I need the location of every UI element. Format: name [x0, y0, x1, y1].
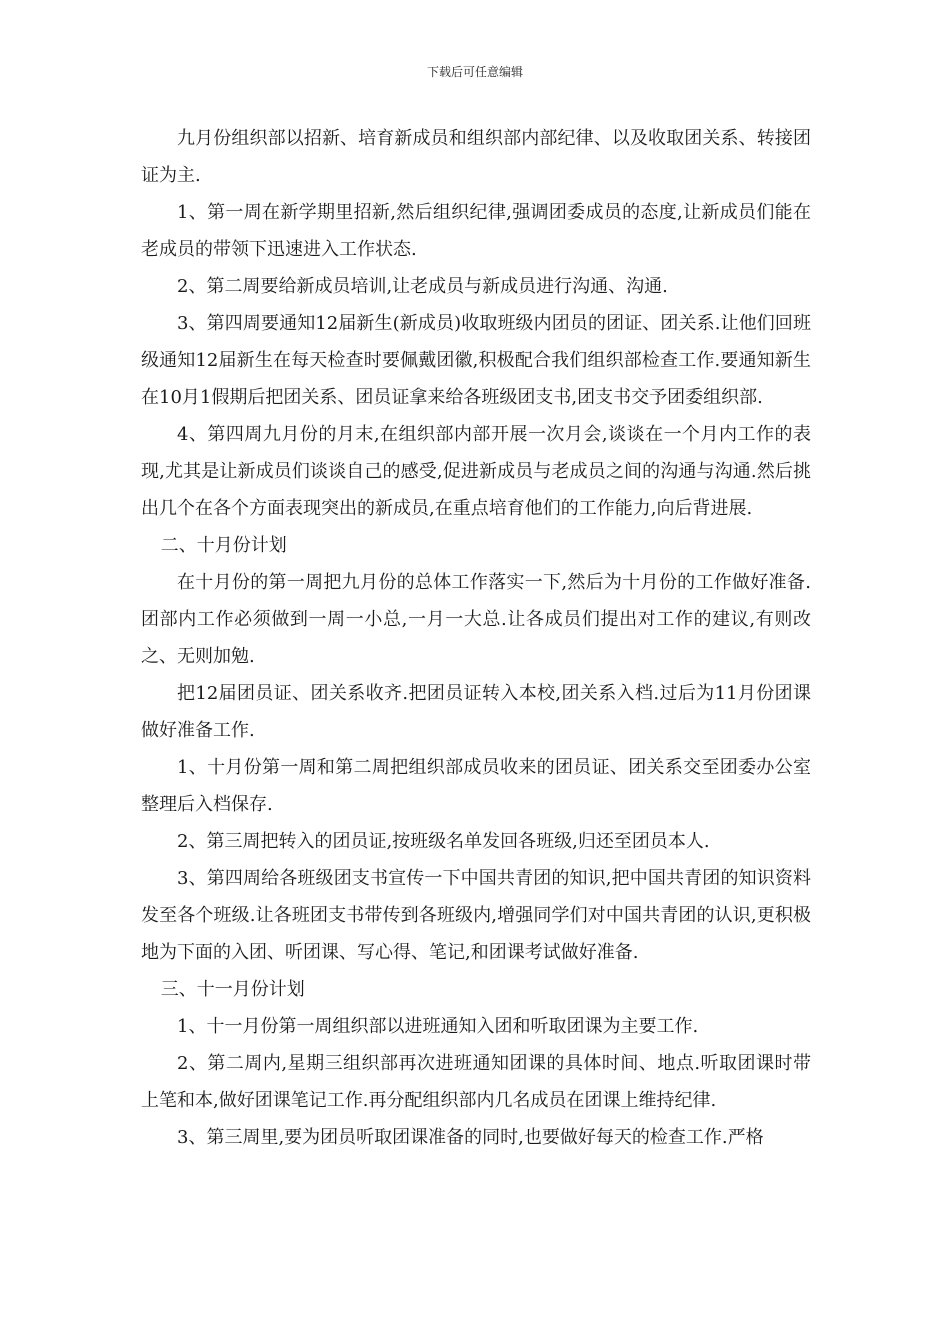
section-heading: 二、十月份计划 [160, 535, 287, 556]
paragraph: 3、第四周要通知12届新生(新成员)收取班级内团员的团证、团关系.让他们回班级通知12届新生在每天检查时要佩戴团徽,积极配合我们组织部检查工作.要通知新生在10月1假期后把团关系、团员证拿来给各班级团支书,团支书交予团委组织部. [141, 313, 811, 408]
paragraph: 3、第四周给各班级团支书宣传一下中国共青团的知识,把中国共青团的知识资料发至各个班级.让各班团支书带传到各班级内,增强同学们对中国共青团的认识,更积极地为下面的入团、听团课、写心得、笔记,和团课考试做好准备. [141, 868, 811, 963]
paragraph: 1、第一周在新学期里招新,然后组织纪律,强调团委成员的态度,让新成员们能在老成员的带领下迅速进入工作状态. [141, 202, 811, 260]
page-header: 下载后可任意编辑 [426, 65, 523, 79]
paragraph: 九月份组织部以招新、培育新成员和组织部内部纪律、以及收取团关系、转接团证为主. [141, 128, 811, 186]
paragraph: 1、十一月份第一周组织部以进班通知入团和听取团课为主要工作. [177, 1016, 699, 1037]
paragraph: 3、第三周里,要为团员听取团课准备的同时,也要做好每天的检查工作.严格 [177, 1127, 764, 1148]
paragraph: 2、第二周要给新成员培训,让老成员与新成员进行沟通、沟通. [177, 276, 668, 297]
paragraph: 4、第四周九月份的月末,在组织部内部开展一次月会,谈谈在一个月内工作的表现,尤其是让新成员们谈谈自己的感受,促进新成员与老成员之间的沟通与沟通.然后挑出几个在各个方面表现突出的新成员,在重点培育他们的工作能力,向后背进展. [141, 424, 811, 519]
paragraph: 把12届团员证、团关系收齐.把团员证转入本校,团关系入档.过后为11月份团课做好准备工作. [141, 683, 811, 741]
section-heading: 三、十一月份计划 [160, 979, 305, 1000]
document-body [141, 120, 811, 1156]
paragraph: 2、第二周内,星期三组织部再次进班通知团课的具体时间、地点.听取团课时带上笔和本,做好团课笔记工作.再分配组织部内几名成员在团课上维持纪律. [141, 1053, 811, 1111]
paragraph: 在十月份的第一周把九月份的总体工作落实一下,然后为十月份的工作做好准备.团部内工作必须做到一周一小总,一月一大总.让各成员们提出对工作的建议,有则改之、无则加勉. [141, 572, 811, 667]
paragraph: 2、第三周把转入的团员证,按班级名单发回各班级,归还至团员本人. [177, 831, 710, 852]
paragraph: 1、十月份第一周和第二周把组织部成员收来的团员证、团关系交至团委办公室整理后入档保存. [141, 757, 811, 815]
